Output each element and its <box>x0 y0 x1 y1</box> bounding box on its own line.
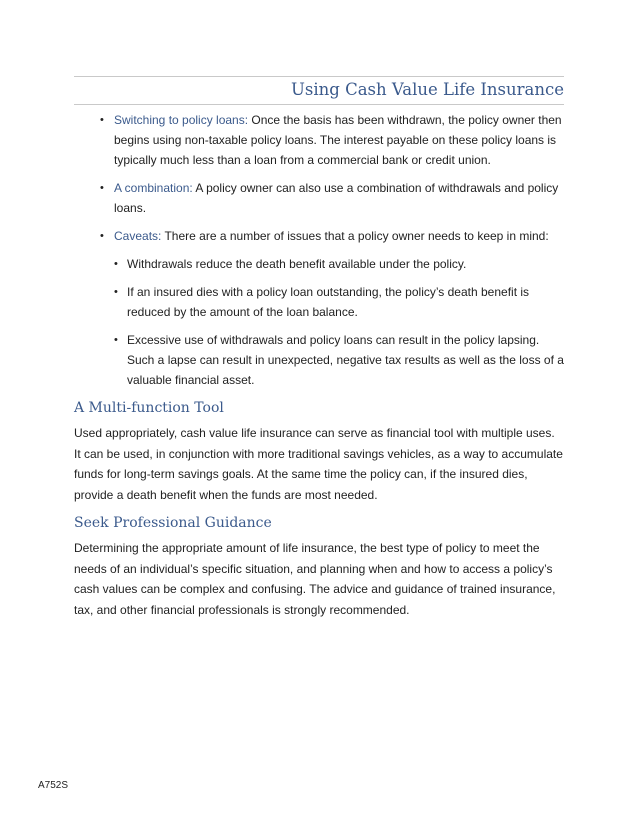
section-heading-multi-function-tool: A Multi-function Tool <box>74 400 224 416</box>
page-title: Using Cash Value Life Insurance <box>291 80 564 99</box>
footer-document-code: A752S <box>38 780 69 791</box>
bullet-title: A combination: <box>114 181 193 195</box>
bullet-title: Caveats: <box>114 229 162 243</box>
section-body-seek-professional-guidance: Determining the appropriate amount of life insurance, the best type of policy to meet the needs of an individual’s specific situation, and planning when and how to access a policy’s cash values can be complex and confusing. The advice and guidance of trained insurance, tax, and other financial professionals is strongly recommended. <box>74 541 556 617</box>
header-rule-bottom <box>74 104 564 105</box>
bullet-text: There are a number of issues that a policy owner needs to keep in mind: <box>161 229 549 243</box>
document-body <box>74 110 564 624</box>
sub-bullet-policy-loan-outstanding: • If an insured dies with a policy loan outstanding, the policy’s death benefit is reduced by the amount of the loan balance. <box>74 282 564 322</box>
sub-bullet-withdrawals: • Withdrawals reduce the death benefit available under the policy. <box>74 254 564 274</box>
sub-bullet-excessive-use: • Excessive use of withdrawals and policy loans can result in the policy lapsing. Such a lapse can result in unexpected, negative tax results as well as the loss of a valuable financial asset. <box>74 330 564 390</box>
header-rule-top <box>74 76 564 77</box>
caveats-sub-list <box>74 254 564 390</box>
bullet-switching-to-policy-loans <box>74 110 564 170</box>
bullet-text: Once the basis has been withdrawn, the policy owner then begins using non-taxable policy loans. The interest payable on these policy loans is typically much less than a loan from a commercial bank or credit union. <box>114 113 562 167</box>
bullet-list <box>74 110 564 246</box>
bullet-caveats <box>74 226 564 246</box>
section-heading-seek-professional-guidance: Seek Professional Guidance <box>74 515 272 531</box>
bullet-text: A policy owner can also use a combination of withdrawals and policy loans. <box>114 181 559 215</box>
bullet-title: Switching to policy loans: <box>114 113 249 127</box>
section-body-multi-function-tool: Used appropriately, cash value life insurance can serve as financial tool with multiple uses. It can be used, in conjunction with more traditional savings vehicles, as a way to accumulate funds for long-term savings goals. At the same time the policy can, if the insured dies, provide a death benefit when the funds are most needed. <box>74 426 563 502</box>
bullet-a-combination <box>74 178 564 218</box>
